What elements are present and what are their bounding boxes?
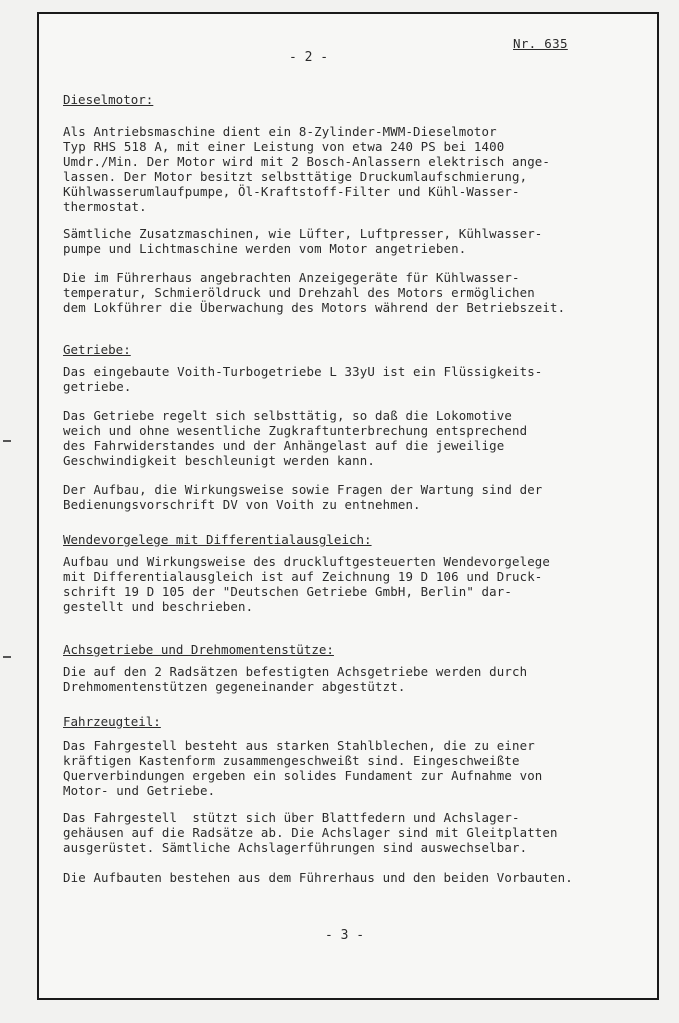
heading-dieselmotor: Dieselmotor: — [63, 92, 154, 107]
document-number: Nr. 635 — [513, 36, 568, 51]
paragraph-getriebe-2: Das Getriebe regelt sich selbsttätig, so daß die Lokomotive weich und ohne wesentliche Zugkraftunterbrechung entsprechend des Fahrwiderstandes und der Anhängelast auf die jeweilige Geschwindigkeit beschleunigt werden kann. — [63, 408, 528, 468]
paragraph-getriebe-3: Der Aufbau, die Wirkungsweise sowie Fragen der Wartung sind der Bedienungsvorschrift DV von Voith zu entnehmen. — [63, 482, 543, 512]
paragraph-dieselmotor-3: Die im Führerhaus angebrachten Anzeigegeräte für Kühlwasser- temperatur, Schmieröldruck und Drehzahl des Motors ermöglichen dem Lokführer die Überwachung des Motors während der Betriebszeit. — [63, 270, 566, 315]
heading-fahrzeugteil: Fahrzeugteil: — [63, 714, 161, 729]
document-page — [37, 12, 659, 1000]
paragraph-achsgetriebe-1: Die auf den 2 Radsätzen befestigten Achsgetriebe werden durch Drehmomentenstützen gegeneinander abgestützt. — [63, 664, 528, 694]
paragraph-fahrzeugteil-2: Das Fahrgestell stützt sich über Blattfedern und Achslager- gehäusen auf die Radsätze ab. Die Achslager sind mit Gleitplatten ausgerüstet. Sämtliche Achslagerführungen sind auswechselbar. — [63, 810, 558, 855]
page-number: - 2 - — [289, 50, 329, 65]
paragraph-fahrzeugteil-3: Die Aufbauten bestehen aus dem Führerhaus und den beiden Vorbauten. — [63, 870, 573, 885]
paragraph-dieselmotor-1: Als Antriebsmaschine dient ein 8-Zylinder-MWM-Dieselmotor Typ RHS 518 A, mit einer Leistung von etwa 240 PS bei 1400 Umdr./Min. Der Motor wird mit 2 Bosch-Anlassern elektrisch ange- lassen. Der Motor besitzt selbsttätige Druckumlaufschmierung, Kühlwasserumlaufpumpe, Öl-Kraftstoff-Filter und Kühl-Wasser- thermostat. — [63, 124, 551, 214]
paragraph-fahrzeugteil-1: Das Fahrgestell besteht aus starken Stahlblechen, die zu einer kräftigen Kastenform zusammengeschweißt sind. Eingeschweißte Querverbindungen ergeben ein solides Fundament zur Aufnahme von Motor- und Getriebe. — [63, 738, 543, 798]
paragraph-dieselmotor-2: Sämtliche Zusatzmaschinen, wie Lüfter, Luftpresser, Kühlwasser- pumpe und Lichtmaschine werden vom Motor angetrieben. — [63, 226, 543, 256]
paragraph-getriebe-1: Das eingebaute Voith-Turbogetriebe L 33yU ist ein Flüssigkeits- getriebe. — [63, 364, 543, 394]
scan-mark — [3, 656, 11, 658]
next-page-number: - 3 - — [325, 928, 365, 943]
heading-getriebe: Getriebe: — [63, 342, 131, 357]
scan-mark — [3, 440, 11, 442]
paragraph-wendevorgelege-1: Aufbau und Wirkungsweise des druckluftgesteuerten Wendevorgelege mit Differentialausgleich ist auf Zeichnung 19 D 106 und Druck- schrift 19 D 105 der "Deutschen Getriebe GmbH, Berlin" dar- gestellt und beschrieben. — [63, 554, 551, 614]
heading-achsgetriebe: Achsgetriebe und Drehmomentenstütze: — [63, 642, 334, 657]
heading-wendevorgelege: Wendevorgelege mit Differentialausgleich: — [63, 532, 372, 547]
